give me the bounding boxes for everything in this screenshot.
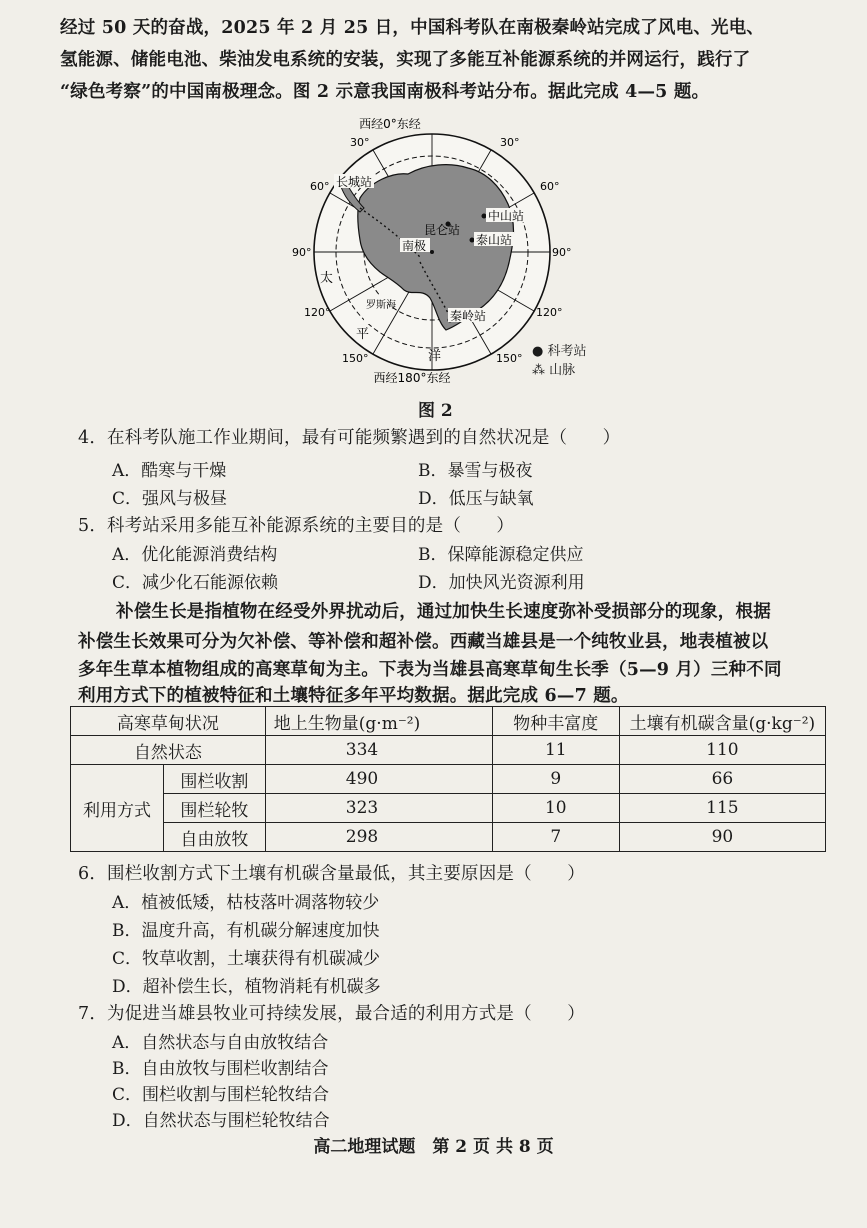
table-cell: 110: [619, 736, 825, 765]
q6-option-a[interactable]: A．植被低矮，枯枝落叶凋落物较少: [112, 893, 380, 913]
svg-text:中山站: 中山站: [488, 209, 525, 223]
table-cell: 323: [265, 794, 492, 823]
table-cell: 10: [492, 794, 619, 823]
grassland-data-table: [70, 706, 826, 852]
deg-label: 60°: [310, 180, 330, 193]
legend-station-label: 科考站: [547, 344, 587, 359]
q5-option-c[interactable]: C．减少化石能源依赖: [112, 573, 279, 593]
deg-label: 90°: [552, 246, 572, 259]
table-cell: 115: [619, 794, 825, 823]
q6-stem: 6．围栏收割方式下土壤有机碳含量最低，其主要原因是（ ）: [78, 864, 585, 884]
table-row: [71, 823, 826, 852]
q7-option-d[interactable]: D．自然状态与围栏轮牧结合: [112, 1111, 330, 1131]
station-zhongshan: [482, 208, 527, 223]
table-row: [71, 765, 826, 794]
intro-line-3: “绿色考察”的中国南极理念。图 2 示意我国南极科考站分布。据此完成 4—5 题。: [60, 82, 710, 102]
passage-line-4: 利用方式下的植被特征和土壤特征多年平均数据。据此完成 6—7 题。: [78, 686, 629, 706]
table-cell: 利用方式: [71, 765, 164, 852]
page-footer: 高二地理试题 第 2 页 共 8 页: [313, 1137, 554, 1157]
q5-stem: 5．科考站采用多能互补能源系统的主要目的是（ ）: [78, 516, 515, 536]
table-cell: 90: [619, 823, 825, 852]
figure-caption: 图 2: [418, 401, 453, 421]
svg-text:秦岭站: 秦岭站: [450, 309, 487, 323]
passage-line-1: 补偿生长是指植物在经受外界扰动后，通过加快生长速度弥补受损部分的现象，根据: [116, 602, 771, 622]
deg-label: 150°: [342, 352, 369, 365]
q4-option-c[interactable]: C．强风与极昼: [112, 489, 228, 509]
label-top: 西经0°东经: [359, 117, 421, 131]
table-header-row: [71, 707, 826, 736]
q7-option-c[interactable]: C．围栏收割与围栏轮牧结合: [112, 1085, 330, 1105]
pacific-label-3: 洋: [428, 349, 442, 364]
station-taishan: [470, 232, 515, 247]
deg-label: 120°: [304, 306, 331, 319]
table-header: 物种丰富度: [492, 707, 619, 736]
intro-line-1: 经过 50 天的奋战，2025 年 2 月 25 日，中国科考队在南极秦岭站完成了风电、光电、: [60, 18, 765, 38]
q4-option-a[interactable]: A．酷寒与干燥: [112, 461, 227, 481]
q6-option-b[interactable]: B．温度升高，有机碳分解速度加快: [112, 921, 380, 941]
station-south-pole: [400, 238, 434, 254]
table-cell: 7: [492, 823, 619, 852]
antarctica-map: [292, 112, 572, 392]
table-row: [71, 736, 826, 765]
table-cell: 334: [265, 736, 492, 765]
pacific-label-2: 平: [356, 327, 370, 342]
station-dot-icon: ●: [532, 344, 544, 359]
deg-label: 30°: [500, 136, 520, 149]
map-legend: [532, 340, 587, 378]
station-qinling: [448, 308, 489, 323]
table-cell: 298: [265, 823, 492, 852]
table-cell: 围栏收割: [164, 765, 266, 794]
q7-option-b[interactable]: B．自由放牧与围栏收割结合: [112, 1059, 329, 1079]
svg-text:泰山站: 泰山站: [476, 233, 513, 247]
svg-text:长城站: 长城站: [336, 175, 373, 189]
station-changcheng: [334, 174, 374, 189]
deg-label: 90°: [292, 246, 312, 259]
svg-text:罗斯海: 罗斯海: [366, 300, 396, 311]
svg-text:昆仑站: 昆仑站: [424, 223, 461, 237]
legend-mountain-label: 山脉: [549, 363, 576, 378]
table-cell: 自由放牧: [164, 823, 266, 852]
q5-option-d[interactable]: D．加快风光资源利用: [418, 573, 585, 593]
q7-option-a[interactable]: A．自然状态与自由放牧结合: [112, 1033, 329, 1053]
q5-option-a[interactable]: A．优化能源消费结构: [112, 545, 278, 565]
table-header: 高寒草甸状况: [71, 707, 266, 736]
q6-option-d[interactable]: D．超补偿生长，植物消耗有机碳多: [112, 977, 381, 997]
passage-line-2: 补偿生长效果可分为欠补偿、等补偿和超补偿。西藏当雄县是一个纯牧业县，地表植被以: [78, 632, 769, 652]
table-cell: 9: [492, 765, 619, 794]
deg-label: 120°: [536, 306, 563, 319]
passage-line-3: 多年生草本植物组成的高寒草甸为主。下表为当雄县高寒草甸生长季（5—9 月）三种不同: [78, 660, 782, 680]
svg-text:南极: 南极: [402, 239, 427, 253]
table-cell: 自然状态: [71, 736, 266, 765]
q4-option-d[interactable]: D．低压与缺氧: [418, 489, 534, 509]
q6-option-c[interactable]: C．牧草收割，土壤获得有机碳减少: [112, 949, 381, 969]
deg-label: 30°: [350, 136, 370, 149]
station-kunlun: [424, 222, 460, 238]
table-header: 地上生物量(g·m⁻²): [265, 707, 492, 736]
label-bottom: 西经180°东经: [373, 371, 451, 385]
mountain-icon: ⁂: [532, 363, 545, 378]
table-cell: 66: [619, 765, 825, 794]
q4-stem: 4．在科考队施工作业期间，最有可能频繁遇到的自然状况是（ ）: [78, 428, 621, 448]
deg-label: 150°: [496, 352, 523, 365]
q5-option-b[interactable]: B．保障能源稳定供应: [418, 545, 584, 565]
q4-option-b[interactable]: B．暴雪与极夜: [418, 461, 533, 481]
q7-stem: 7．为促进当雄县牧业可持续发展，最合适的利用方式是（ ）: [78, 1004, 585, 1024]
table-row: [71, 794, 826, 823]
table-cell: 11: [492, 736, 619, 765]
table-cell: 围栏轮牧: [164, 794, 266, 823]
pacific-label-1: 太: [320, 271, 334, 286]
intro-line-2: 氢能源、储能电池、柴油发电系统的安装，实现了多能互补能源系统的并网运行，践行了: [60, 50, 751, 70]
table-header: 土壤有机碳含量(g·kg⁻²): [619, 707, 825, 736]
deg-label: 60°: [540, 180, 560, 193]
table-cell: 490: [265, 765, 492, 794]
